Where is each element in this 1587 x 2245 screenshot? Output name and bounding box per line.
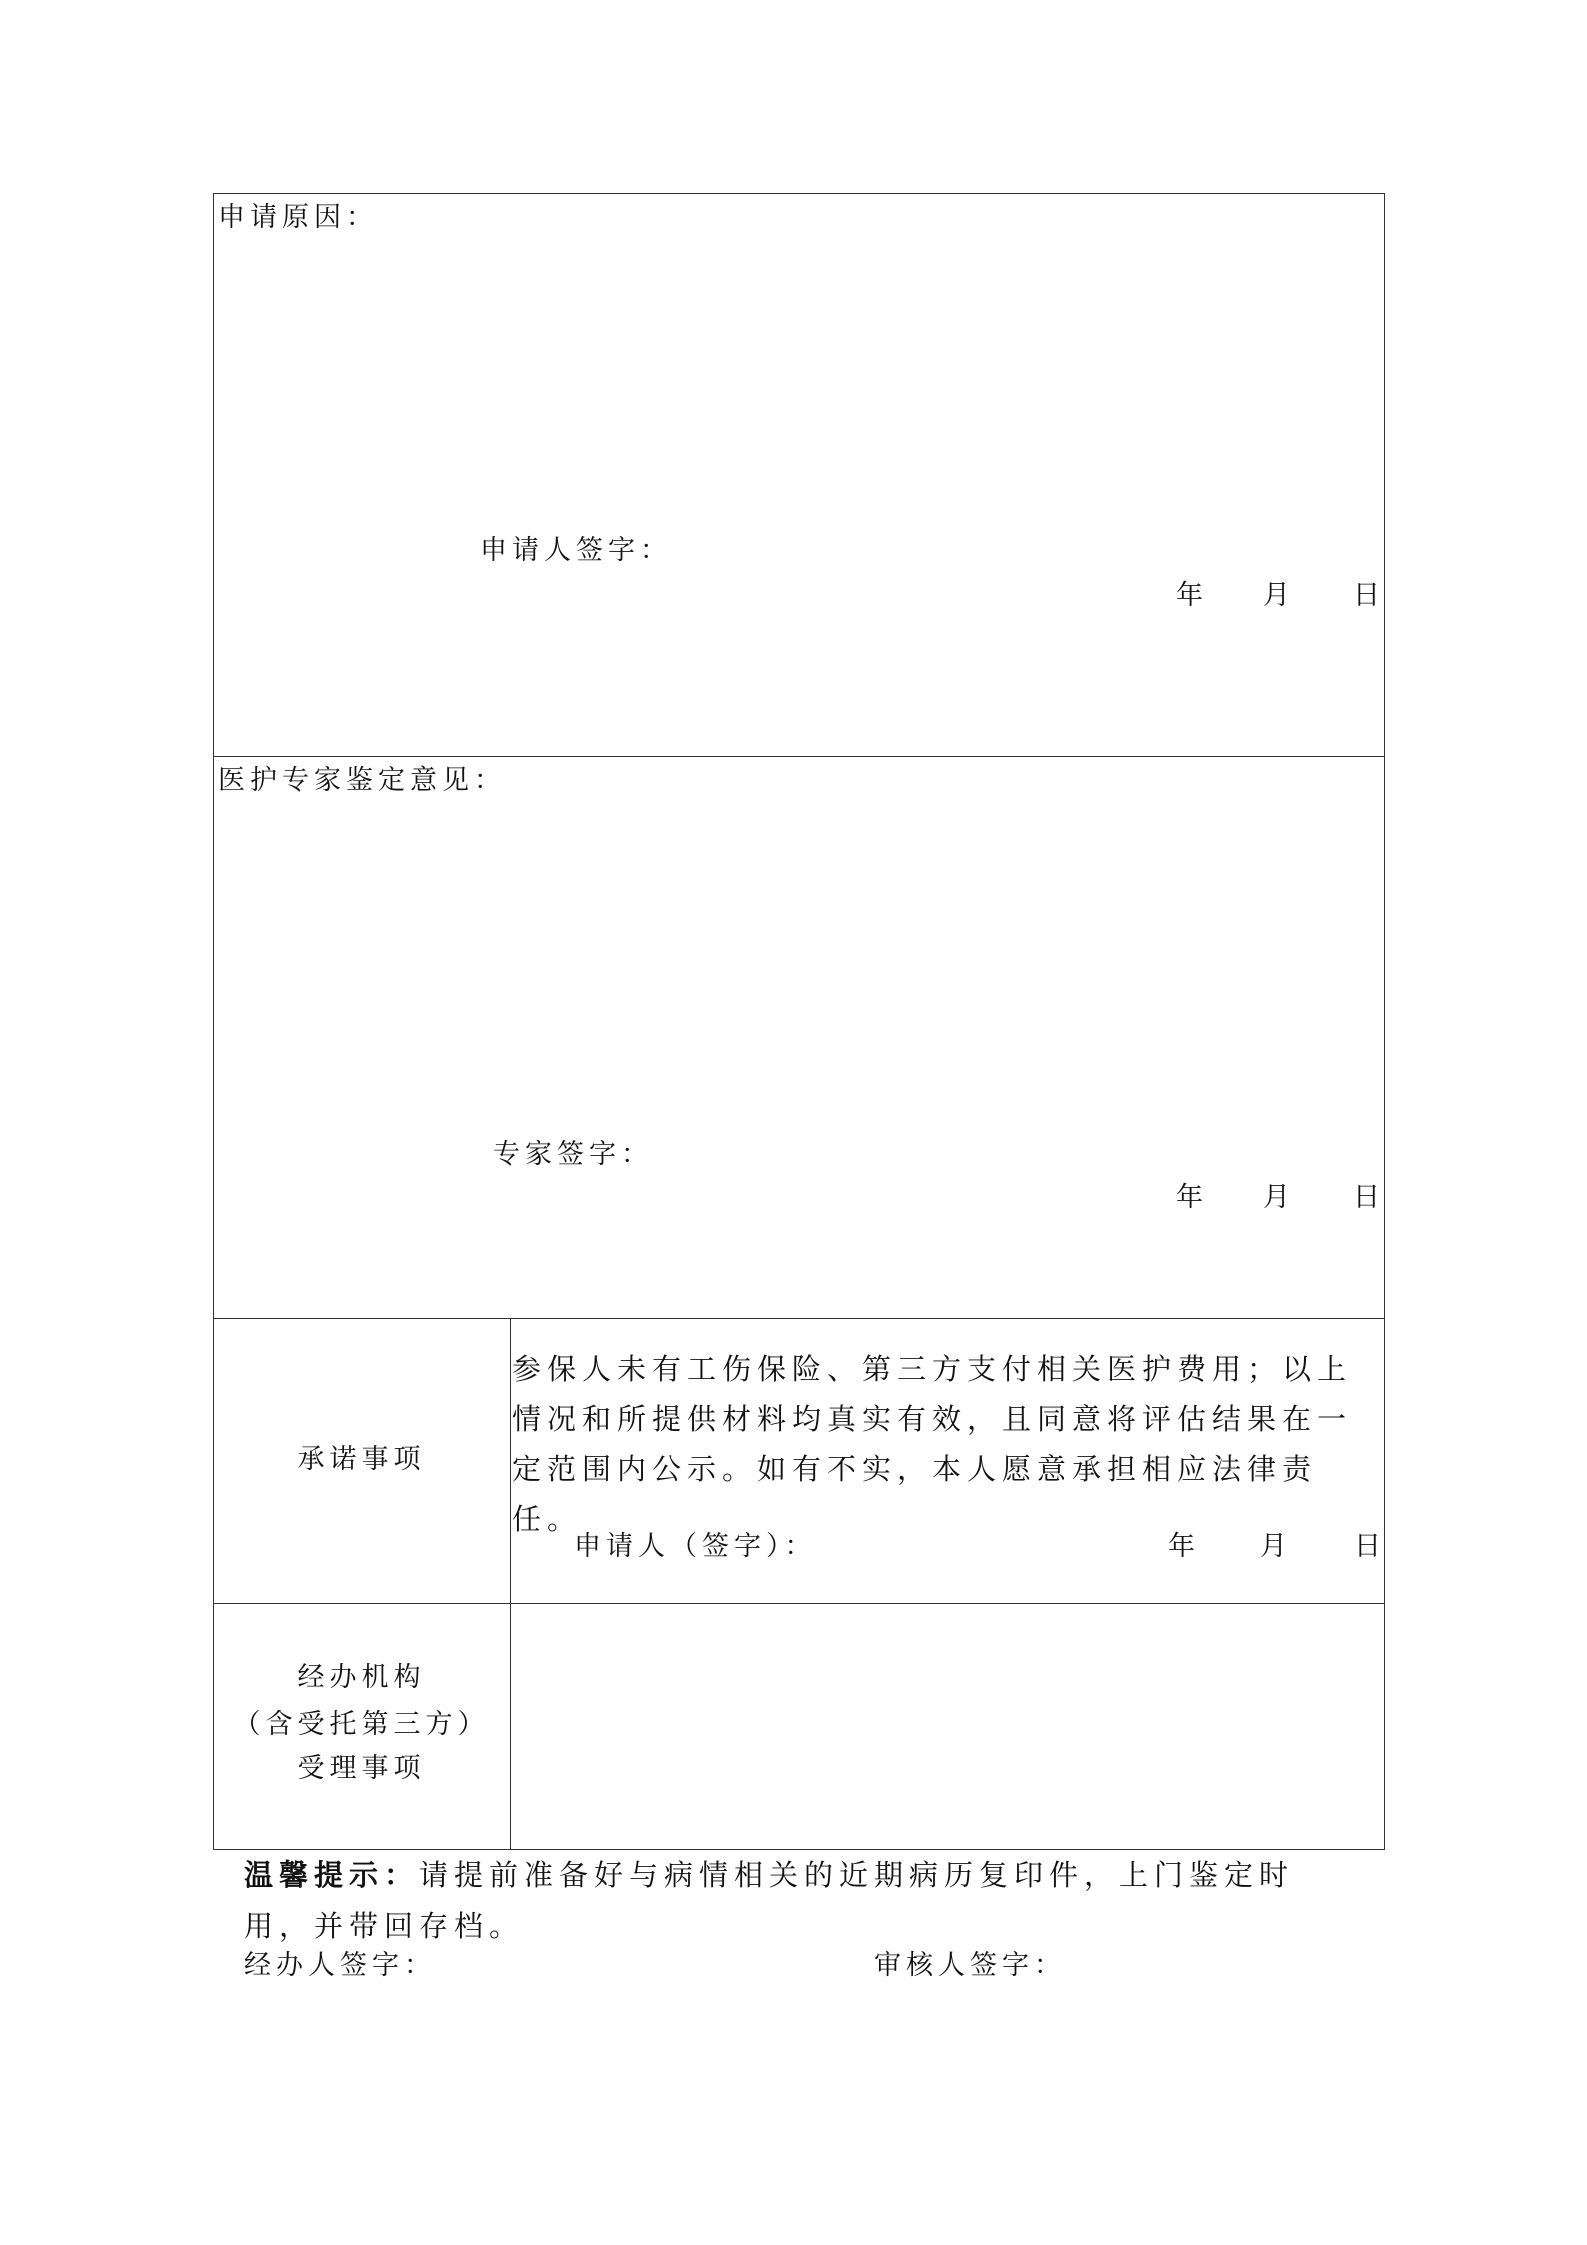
handler-signature-label: 经办人签字：	[244, 1950, 436, 1981]
date-year: 年	[1176, 580, 1208, 611]
form-table	[213, 193, 1385, 1850]
applicant-signature-label: 申请人签字：	[480, 535, 672, 566]
expert-opinion-label: 医护专家鉴定意见：	[218, 765, 506, 796]
date-month: 月	[1260, 1531, 1292, 1562]
row-divider	[213, 756, 1385, 757]
date-year: 年	[1168, 1531, 1200, 1562]
commitment-label: 承诺事项	[297, 1444, 426, 1475]
expert-signature-label: 专家签字：	[493, 1139, 653, 1170]
commitment-text: 参保人未有工伤保险、第三方支付相关医护费用；以上情况和所提供材料均真实有效，且同意将评估结果在一定范围内公示。如有不实，本人愿意承担相应法律责任。	[512, 1352, 1353, 1536]
row-divider	[213, 1603, 1385, 1604]
row-divider	[213, 1318, 1385, 1319]
date-year: 年	[1176, 1182, 1208, 1213]
reason-label: 申请原因：	[218, 202, 378, 233]
date-day: 日	[1353, 1182, 1385, 1213]
date-day: 日	[1353, 580, 1385, 611]
agency-label-line3: 受理事项	[297, 1753, 426, 1784]
date-month: 月	[1263, 580, 1295, 611]
warm-tip	[244, 1850, 1354, 1952]
date-month: 月	[1263, 1182, 1295, 1213]
column-divider	[510, 1318, 511, 1849]
commitment-signature-label: 申请人（签字）：	[574, 1531, 817, 1562]
date-day: 日	[1354, 1531, 1386, 1562]
warm-tip-label: 温馨提示：	[244, 1858, 420, 1892]
warm-tip-text: 请提前准备好与病情相关的近期病历复印件，上门鉴定时用，并带回存档。	[244, 1858, 1295, 1943]
reviewer-signature-label: 审核人签字：	[874, 1950, 1066, 1981]
agency-label-line2: （含受托第三方）	[233, 1709, 490, 1740]
agency-label-line1: 经办机构	[297, 1662, 426, 1693]
